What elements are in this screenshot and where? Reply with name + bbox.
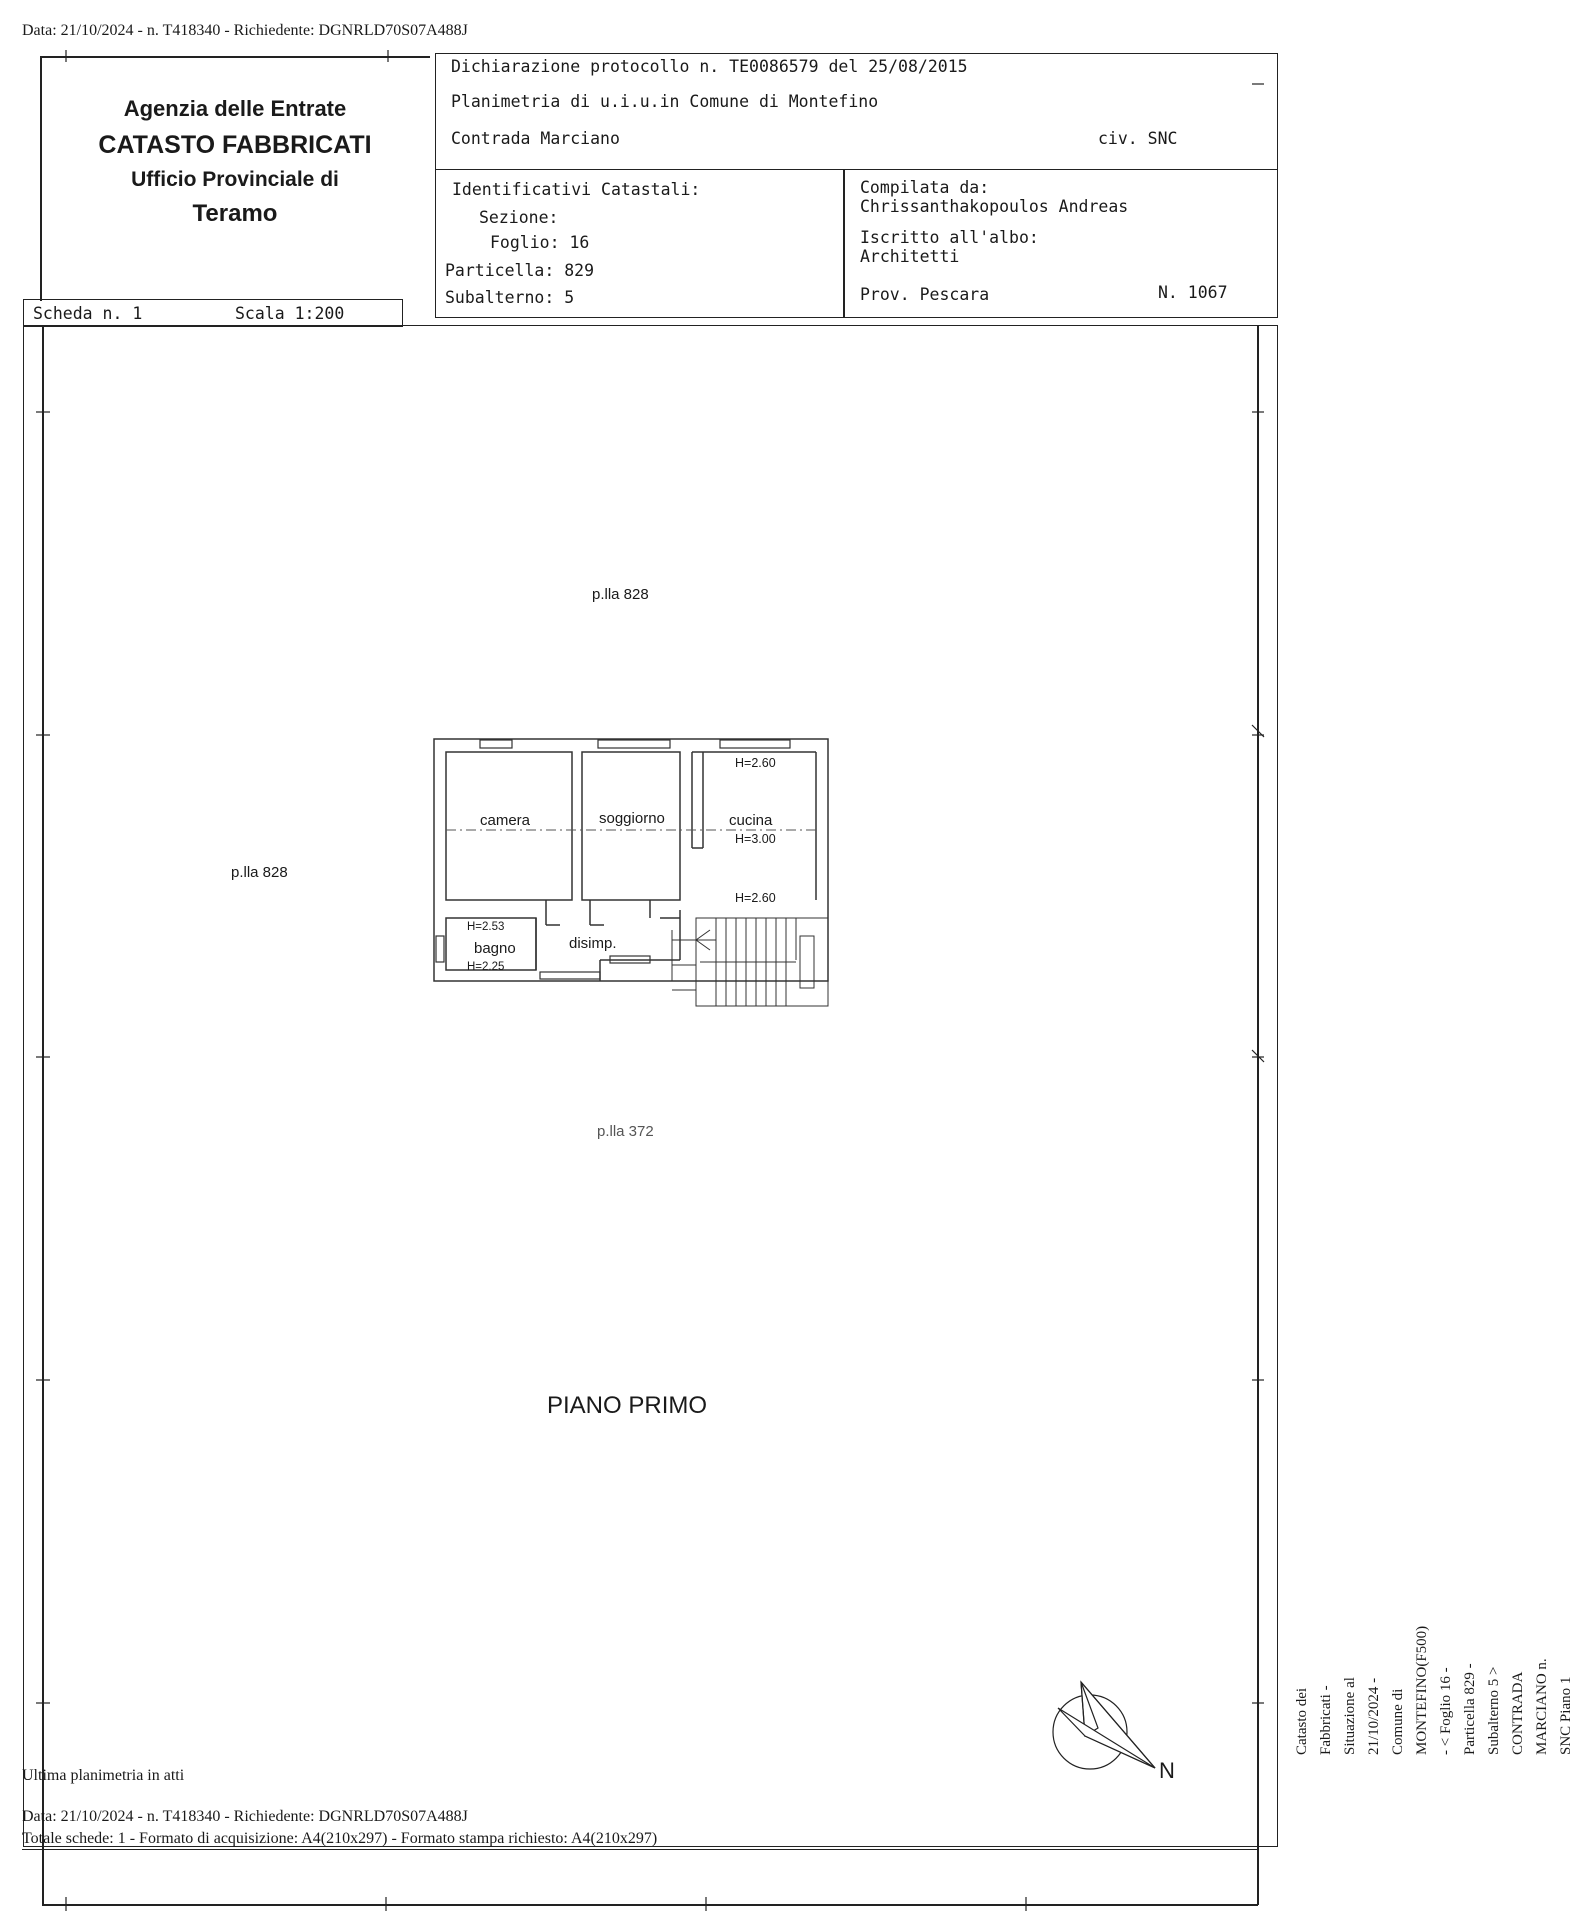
footer-data: Data: 21/10/2024 - n. T418340 - Richiedente: DGNRLD70S07A488J [22,1808,468,1825]
height-label-cucina-mid: H=3.00 [735,832,776,846]
compiler-prov: Prov. Pescara [860,285,990,304]
declaration-civ: civ. SNC [1098,129,1178,148]
agency-name: Agenzia delle Entrate [123,96,347,121]
compiler-number: N. 1067 [1158,283,1228,302]
compiler-label: Compilata da: [860,178,990,197]
side-text-line2: CONTRADA MARCIANO n. SNC Piano 1 [1510,1658,1574,1755]
identifiers-foglio: Foglio: 16 [490,233,590,252]
side-text [1290,1626,1578,1755]
parcel-label-left: p.lla 828 [231,864,288,881]
floor-label: PIANO PRIMO [547,1392,708,1419]
height-label-bagno-top: H=2.53 [467,921,505,933]
declaration-protocol: Dichiarazione protocollo n. TE0086579 del 25/08/2015 [451,57,968,76]
room-disimp: disimp. [569,935,617,952]
height-label-cucina-top: H=2.60 [735,756,776,770]
north-arrow [1053,1682,1155,1769]
north-label: N [1159,1758,1175,1783]
parcel-label-bottom: p.lla 372 [597,1123,654,1140]
staircase [672,918,828,1006]
room-soggiorno: soggiorno [599,810,665,827]
identifiers-title: Identificativi Catastali: [452,180,701,199]
compiler-albo-label: Iscritto all'albo: [860,228,1039,247]
declaration-planimetria: Planimetria di u.i.u.in Comune di Montefino [451,92,879,111]
room-camera: camera [480,812,531,829]
parcel-label-top: p.lla 828 [592,586,649,603]
scheda-number: Scheda n. 1 [33,304,143,323]
identifiers-particella: Particella: 829 [445,261,595,280]
height-label-cucina-bottom: H=2.60 [735,891,776,905]
scale: Scala 1:200 [235,304,345,323]
side-text-line1: Catasto dei Fabbricati - Situazione al 21/10/2024 - Comune di MONTEFINO(F500) - < Foglio 16 - Particella 829 - Subalterno 5 > [1294,1625,1502,1755]
identifiers-subalterno: Subalterno: 5 [445,288,575,307]
compiler-albo: Architetti [860,247,960,266]
compiler-name: Chrissanthakopoulos Andreas [860,197,1129,216]
room-cucina: cucina [729,812,773,829]
identifiers-sezione: Sezione: [479,208,559,227]
agency-city: Teramo [192,200,278,227]
agency-department: CATASTO FABBRICATI [98,131,372,159]
footer-ultima: Ultima planimetria in atti [22,1767,185,1784]
footer-underline [22,1849,1258,1850]
height-label-bagno-bottom: H=2.25 [467,961,505,973]
room-bagno: bagno [474,940,516,957]
agency-office: Ufficio Provinciale di [131,168,339,191]
header-meta: Data: 21/10/2024 - n. T418340 - Richiedente: DGNRLD70S07A488J [22,22,468,39]
declaration-address: Contrada Marciano [451,129,620,148]
footer-totale: Totale schede: 1 - Formato di acquisizione: A4(210x297) - Formato stampa richiesto: A4(210x297) [22,1830,658,1847]
